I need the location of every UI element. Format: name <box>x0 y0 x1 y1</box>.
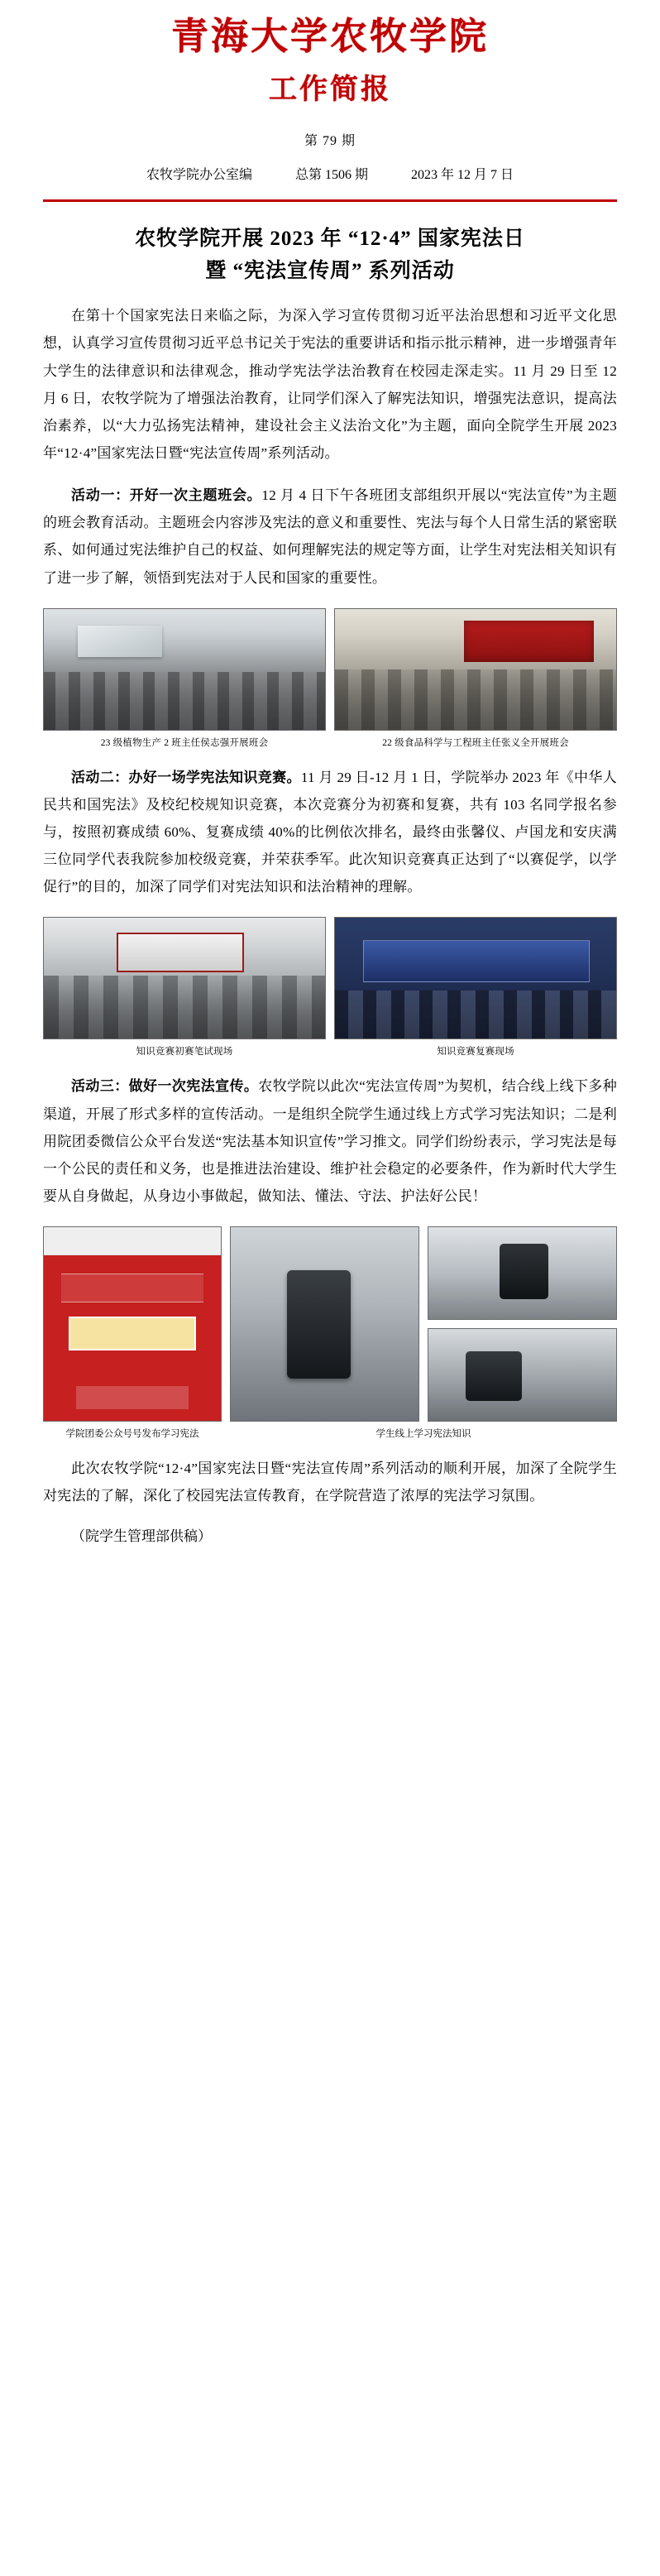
photo-student-phone-1 <box>230 1226 419 1422</box>
photo-row-promotion <box>43 1226 617 1422</box>
photo-wechat-poster <box>43 1226 222 1422</box>
photo-caption-phones: 学生线上学习宪法知识 <box>375 1429 471 1440</box>
masthead <box>0 0 660 183</box>
photo-row-quiz <box>43 917 617 1058</box>
photo-caption-row-promotion <box>43 1427 617 1440</box>
article-body <box>0 223 660 1546</box>
activity-3-lead: 活动三：做好一次宪法宣传。 <box>71 1078 259 1095</box>
photo-row-class-meetings <box>43 608 617 749</box>
photo-cell-1 <box>43 608 326 749</box>
photo-student-phone-3 <box>428 1328 617 1422</box>
photo-quiz-final <box>334 917 617 1039</box>
photo-cell-phone-a <box>230 1226 419 1422</box>
paragraph-activity-2 <box>43 764 617 901</box>
photo-cell-phone-bc <box>428 1226 617 1422</box>
photo-class-meeting-2 <box>334 608 617 731</box>
article-title-line-2: 暨 “宪法宣传周” 系列活动 <box>205 259 455 282</box>
paragraph-activity-1 <box>43 482 617 592</box>
masthead-title: 青海大学农牧学院 <box>170 14 489 58</box>
issue-serial: 总第 1506 期 <box>294 167 368 182</box>
photo-cell-4 <box>334 917 617 1058</box>
photo-caption-3: 知识竞赛初赛笔试现场 <box>136 1047 233 1058</box>
photo-student-phone-2 <box>428 1226 617 1320</box>
article-title <box>43 223 617 288</box>
photo-caption-poster: 学院团委公众号号发布学习宪法 <box>65 1429 199 1440</box>
poster-footer-band <box>76 1386 189 1409</box>
masthead-subtitle: 工作简报 <box>269 72 391 106</box>
issue-date: 2023 年 12 月 7 日 <box>411 167 514 182</box>
article-title-line-1: 农牧学院开展 2023 年 “12·4” 国家宪法日 <box>135 227 525 250</box>
article-signature: （院学生管理部供稿） <box>71 1528 212 1545</box>
activity-3-text: 农牧学院以此次“宪法宣传周”为契机，结合线上线下多种渠道，开展了形式多样的宣传活动。一是组织全院学生通过线上方式学习宪法知识；二是利用院团委微信公众平台发送“宪法基本知识宣传”学习推文。同学们纷纷表示，学习宪法是每一个公民的责任和义务，也是推进法治建设、维护社会稳定的必要条件，作为新时代大学生要从自身做起，从身边小事做起，做知法、懂法、守法、护法好公民！ <box>43 1078 617 1204</box>
paragraph-intro: 在第十个国家宪法日来临之际，为深入学习宣传贯彻习近平法治思想和习近平文化思想，认真学习宣传贯彻习近平总书记关于宪法的重要讲话和指示批示精神，进一步增强青年大学生的法律意识和法律观念，推动学宪法学法治教育在校园走深走实。11 月 29 日至 12 月 6 日，农牧学院为了增强法治教育，让同学们深入了解宪法知识，增强宪法意识，提高法治素养，以“大力弘扬宪法精神，建设社会主义法治文化”为主题，面向全院学生开展 2023 年“12·4”国家宪法日暨“宪法宣传周”系列活动。 <box>43 308 617 461</box>
activity-1-lead: 活动一：开好一次主题班会。 <box>71 487 262 504</box>
issue-editor: 农牧学院办公室编 <box>146 167 252 182</box>
photo-caption-2: 22 级食品科学与工程班主任张义全开展班会 <box>382 737 569 748</box>
activity-2-text: 11 月 29 日-12 月 1 日，学院举办 2023 年《中华人民共和国宪法》及校纪校规知识竞赛，本次竞赛分为初赛和复赛，共有 103 名同学报名参与，按照初赛成绩 60%、复赛成绩 40%的比例依次排名，最终由张馨仪、卢国龙和安庆满三位同学代表我院参加校级竞赛，并荣获季军。此次知识竞赛真正达到了“以赛促学，以学促行”的目的，加深了同学们对宪法知识和法治精神的理解。 <box>43 769 617 895</box>
photo-cell-2 <box>334 608 617 749</box>
photo-cell-3 <box>43 917 326 1058</box>
activity-2-lead: 活动二：办好一场学宪法知识竞赛。 <box>71 769 301 785</box>
poster-badge <box>69 1317 196 1350</box>
activity-1-text: 12 月 4 日下午各班团支部组织开展以“宪法宣传”为主题的班会教育活动。主题班会内容涉及宪法的意义和重要性、宪法与每个人日常生活的紧密联系、如何通过宪法维护自己的权益、如何理解宪法的规定等方面，让学生对宪法相关知识有了进一步了解，领悟到宪法对于人民和国家的重要性。 <box>43 487 617 586</box>
photo-class-meeting-1 <box>43 608 326 731</box>
photo-quiz-preliminary <box>43 917 326 1039</box>
paragraph-activity-3 <box>43 1072 617 1210</box>
photo-caption-4: 知识竞赛复赛现场 <box>437 1047 514 1058</box>
paragraph-closing: 此次农牧学院“12·4”国家宪法日暨“宪法宣传周”系列活动的顺利开展，加深了全院学生对宪法的了解，深化了校园宪法宣传教育，在学院营造了浓厚的宪法学习氛围。 <box>43 1461 617 1504</box>
issue-number: 第 79 期 <box>304 133 356 148</box>
masthead-divider <box>43 199 617 202</box>
issue-info-line <box>0 164 660 183</box>
poster-header-bar <box>44 1227 221 1255</box>
photo-caption-1: 23 级植物生产 2 班主任侯志强开展班会 <box>100 737 269 748</box>
photo-cell-poster <box>43 1226 222 1422</box>
poster-headline-band <box>61 1274 203 1302</box>
